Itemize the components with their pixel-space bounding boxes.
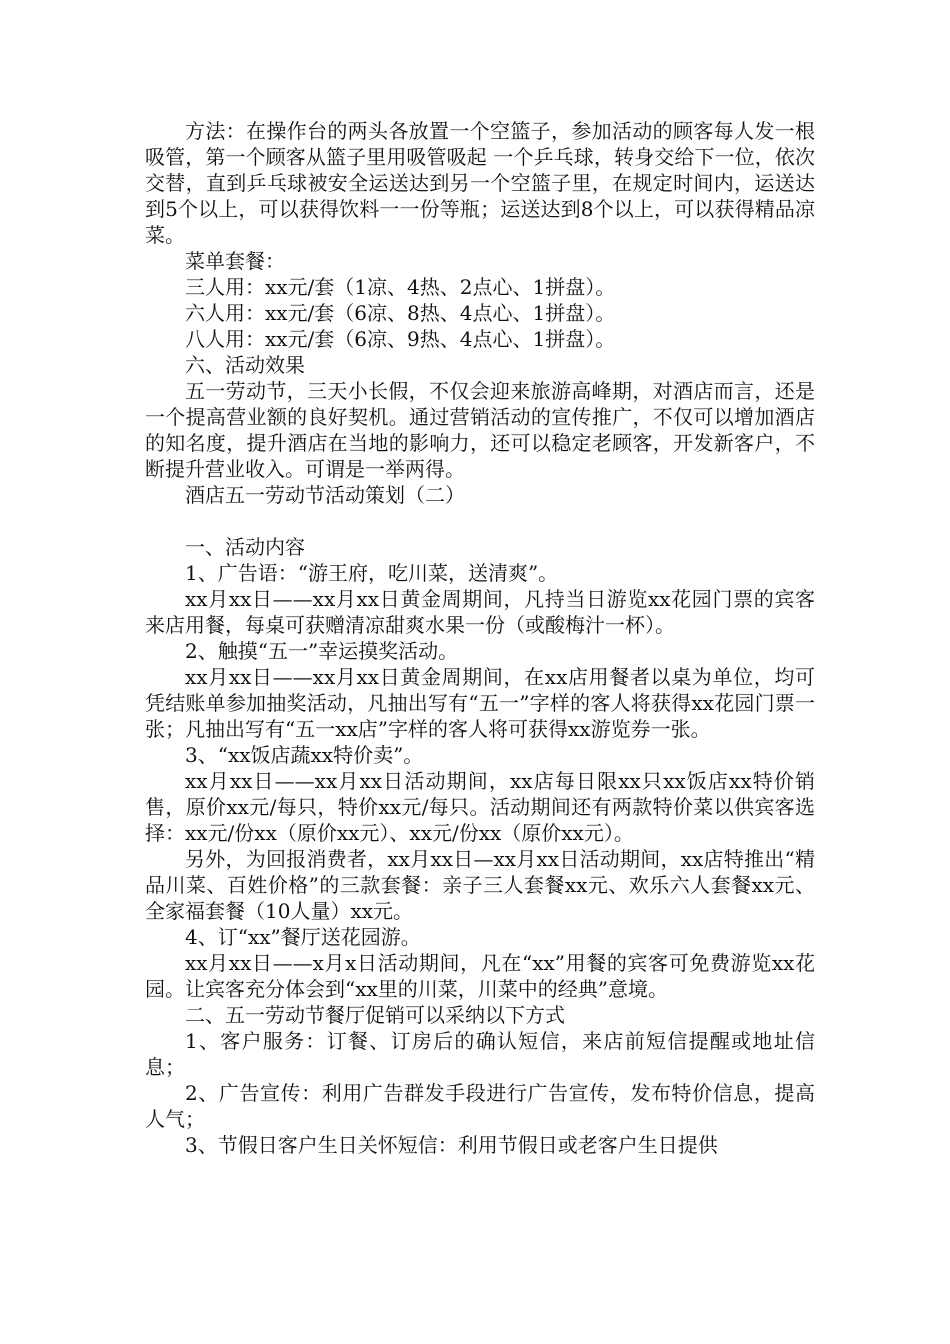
promotion-item-3: 3、节假日客户生日关怀短信：利用节假日或老客户生日提供 [185, 1133, 718, 1157]
paragraph-item-2: xx月xx日——xx月xx日黄金周期间，在xx店用餐者以桌为单位，均可凭结账单参加抽奖活动，凡抽出写有“五一”字样的客人将获得xx花园门票一张；凡抽出写有“五一xx店”字样的客人将可获得xx游览券一张。 [145, 665, 815, 741]
paragraph-item-3-extra: 另外，为回报消费者，xx月xx日—xx月xx日活动期间，xx店特推出“精品川菜、百姓价格”的三款套餐：亲子三人套餐xx元、欢乐六人套餐xx元、全家福套餐（10人量）xx元。 [145, 847, 815, 923]
item-heading-3: 3、“xx饭店蔬xx特价卖”。 [185, 743, 424, 767]
paragraph-item-4: xx月xx日——x月x日活动期间，凡在“xx”用餐的宾客可免费游览xx花园。让宾客充分体会到“xx里的川菜，川菜中的经典”意境。 [145, 951, 815, 1001]
item-heading-4: 4、订“xx”餐厅送花园游。 [185, 925, 421, 949]
blank-line [145, 508, 815, 534]
paragraph-menu-heading: 菜单套餐： [185, 249, 285, 273]
item-heading-2: 2、触摸“五一”幸运摸奖活动。 [185, 639, 459, 663]
paragraph-menu-three: 三人用：xx元/套（1凉、4热、2点心、1拼盘）。 [185, 275, 616, 299]
promotion-item-2: 2、广告宣传：利用广告群发手段进行广告宣传，发布特价信息，提高人气； [145, 1081, 815, 1131]
paragraph-item-3: xx月xx日——xx月xx日活动期间，xx店每日限xx只xx饭店xx特价销售，原价xx元/每只，特价xx元/每只。活动期间还有两款特价菜以供宾客选择：xx元/份xx（原价xx元）、xx元/份xx（原价xx元）。 [145, 769, 815, 845]
paragraph-menu-six: 六人用：xx元/套（6凉、8热、4点心、1拼盘）。 [185, 301, 616, 325]
document-body [145, 118, 815, 1158]
section-heading-effect: 六、活动效果 [185, 353, 305, 377]
paragraph-menu-eight: 八人用：xx元/套（6凉、9热、4点心、1拼盘）。 [185, 327, 616, 351]
promotion-item-1: 1、客户服务：订餐、订房后的确认短信，来店前短信提醒或地址信息； [145, 1029, 815, 1079]
document-subtitle: 酒店五一劳动节活动策划（二） [185, 483, 465, 507]
section-heading-content: 一、活动内容 [185, 535, 305, 559]
item-heading-1: 1、广告语：“游王府，吃川菜，送清爽”。 [185, 561, 559, 585]
paragraph-method: 方法：在操作台的两头各放置一个空篮子，参加活动的顾客每人发一根吸管，第一个顾客从篮子里用吸管吸起 一个乒乓球，转身交给下一位，依次交替，直到乒乓球被安全运送达到另一个空篮子里，在规定时间内，运送达到5个以上，可以获得饮料一一份等瓶；运送达到8个以上，可以获得精品凉菜。 [145, 119, 815, 247]
paragraph-effect: 五一劳动节，三天小长假，不仅会迎来旅游高峰期，对酒店而言，还是一个提高营业额的良好契机。通过营销活动的宣传推广，不仅可以增加酒店的知名度，提升酒店在当地的影响力，还可以稳定老顾客，开发新客户，不断提升营业收入。可谓是一举两得。 [145, 379, 815, 481]
section-heading-promotion: 二、五一劳动节餐厅促销可以采纳以下方式 [185, 1003, 565, 1027]
paragraph-item-1: xx月xx日——xx月xx日黄金周期间，凡持当日游览xx花园门票的宾客来店用餐，每桌可获赠清凉甜爽水果一份（或酸梅汁一杯）。 [145, 587, 815, 637]
